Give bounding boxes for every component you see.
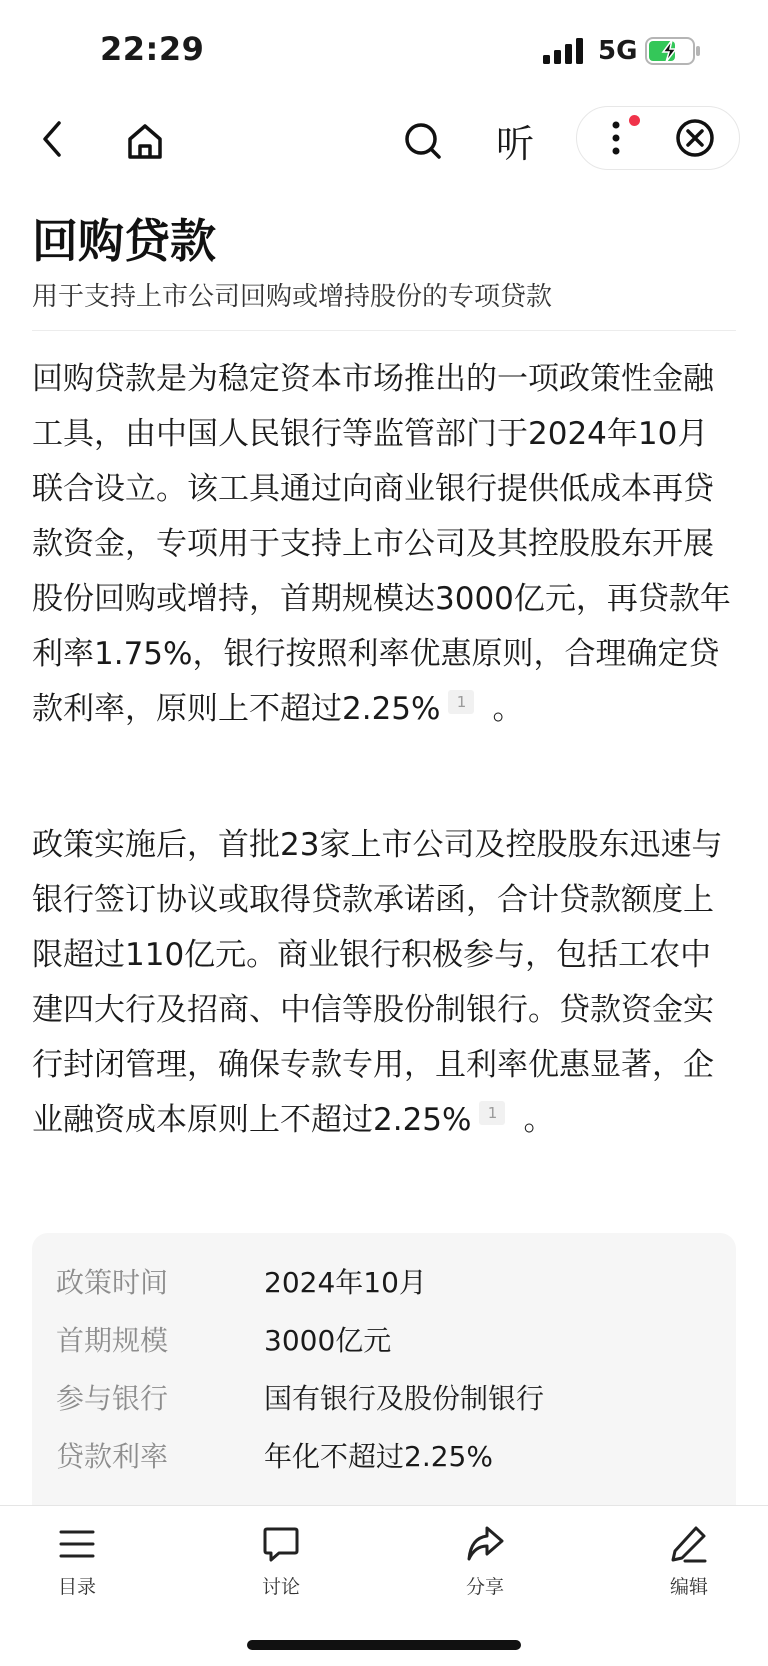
tab-share[interactable]	[430, 1524, 540, 1599]
status-time: 22:29	[100, 30, 205, 68]
share-icon	[465, 1524, 505, 1564]
article-paragraph	[32, 352, 738, 737]
tab-label: 目录	[57, 1576, 96, 1598]
chevron-left-icon	[37, 119, 67, 159]
mini-program-capsule	[576, 106, 740, 170]
citation-badge[interactable]: 1	[479, 1101, 505, 1125]
info-value: 3000亿元	[264, 1324, 392, 1357]
cellular-signal-icon	[543, 38, 585, 64]
tab-label: 讨论	[261, 1576, 300, 1598]
notification-dot	[629, 115, 640, 126]
tab-edit[interactable]	[634, 1524, 744, 1599]
paragraph-end: 。	[523, 1102, 555, 1138]
tab-label: 编辑	[669, 1576, 708, 1598]
paragraph-text: 回购贷款是为稳定资本市场推出的一项政策性金融工具，由中国人民银行等监管部门于2024年10月联合设立。该工具通过向商业银行提供低成本再贷款资金，专项用于支持上市公司及其控股股东开展股份回购或增持，首期规模达3000亿元，再贷款年利率1.75%，银行按照利率优惠原则，合理确定贷款利率，原则上不超过2.25%	[32, 361, 731, 727]
home-icon	[125, 121, 165, 161]
paragraph-end: 。	[492, 691, 524, 727]
header-divider	[32, 330, 736, 331]
info-value: 国有银行及股份制银行	[264, 1382, 545, 1415]
article-paragraph	[32, 818, 738, 1148]
battery-charging-icon	[645, 37, 701, 65]
close-button[interactable]	[673, 116, 717, 160]
home-button[interactable]	[118, 114, 172, 168]
top-nav-bar	[0, 100, 768, 180]
home-indicator[interactable]	[247, 1640, 521, 1650]
tab-label: 分享	[465, 1576, 504, 1598]
edit-icon	[669, 1524, 709, 1564]
search-button[interactable]	[398, 114, 448, 168]
info-value: 年化不超过2.25%	[264, 1440, 493, 1473]
status-bar	[0, 0, 768, 100]
search-icon	[403, 121, 443, 161]
page-subtitle: 用于支持上市公司回购或增持股份的专项贷款	[32, 282, 553, 312]
info-key: 贷款利率	[56, 1440, 169, 1473]
back-button[interactable]	[30, 114, 74, 164]
more-vertical-icon	[611, 121, 621, 155]
network-type: 5G	[598, 36, 638, 66]
info-key: 政策时间	[56, 1266, 169, 1299]
citation-badge[interactable]: 1	[448, 690, 474, 714]
list-icon	[57, 1524, 97, 1564]
tab-discuss[interactable]	[226, 1524, 336, 1599]
info-value: 2024年10月	[264, 1266, 427, 1299]
tab-toc[interactable]	[22, 1524, 132, 1599]
info-key: 参与银行	[56, 1382, 169, 1415]
page-title: 回购贷款	[32, 214, 216, 268]
listen-button[interactable]: 听	[495, 121, 534, 166]
info-card	[32, 1233, 736, 1533]
close-circle-icon	[675, 118, 715, 158]
comment-icon	[261, 1524, 301, 1564]
paragraph-text: 政策实施后，首批23家上市公司及控股股东迅速与银行签订协议或取得贷款承诺函，合计贷款额度上限超过110亿元。商业银行积极参与，包括工农中建四大行及招商、中信等股份制银行。贷款资金实行封闭管理，确保专款专用，且利率优惠显著，企业融资成本原则上不超过2.25%	[32, 827, 723, 1138]
info-key: 首期规模	[56, 1324, 169, 1357]
